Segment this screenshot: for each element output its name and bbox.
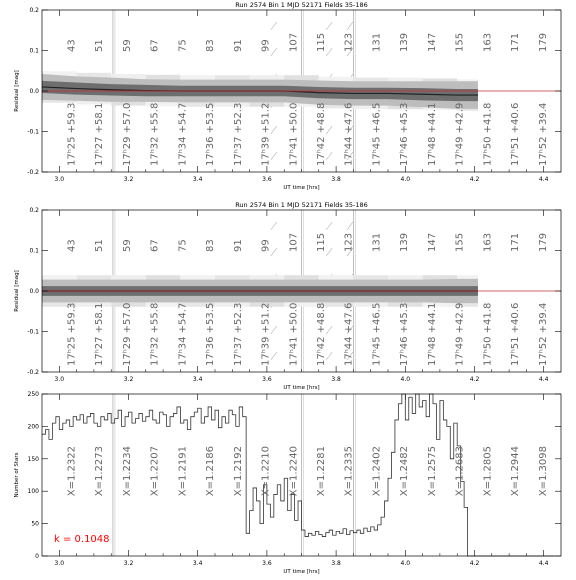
x-tick-label: 3.6 bbox=[262, 176, 272, 183]
y-tick-label: 150 bbox=[27, 455, 39, 463]
airmass-label: X=1.2944 bbox=[510, 446, 522, 497]
airmass-label: X=1.2281 bbox=[315, 446, 327, 497]
x-axis-label: UT time [hrs] bbox=[283, 569, 320, 575]
field-label: 67 bbox=[149, 39, 161, 52]
field-label: 75 bbox=[177, 239, 189, 252]
x-tick-label: 3.6 bbox=[262, 560, 272, 567]
coord-label: 17ʰ45 +46.5 bbox=[371, 302, 383, 366]
y-tick-label: 200 bbox=[27, 423, 39, 431]
x-tick-label: 3.0 bbox=[54, 376, 65, 383]
field-label: 83 bbox=[205, 239, 217, 252]
coord-label: 17ʰ39 +51.2 bbox=[260, 302, 272, 366]
chart-title: Run 2574 Bin 1 MJD 52171 Fields 35-186 bbox=[235, 201, 368, 209]
field-label: 91 bbox=[232, 39, 244, 52]
field-label: 179 bbox=[537, 232, 549, 252]
field-label: 43 bbox=[66, 39, 78, 52]
field-label: 139 bbox=[399, 32, 411, 52]
coord-label: 17ʰ42 +48.8 bbox=[315, 102, 327, 166]
coord-label: 17ʰ39 +51.2 bbox=[260, 102, 272, 166]
field-label: 171 bbox=[510, 32, 522, 52]
field-label: 139 bbox=[399, 232, 411, 252]
coord-label: 17ʰ37 +52.3 bbox=[232, 302, 244, 366]
x-tick-label: 3.2 bbox=[123, 560, 134, 567]
field-label: 147 bbox=[426, 232, 438, 252]
x-tick-label: 4.0 bbox=[400, 176, 411, 183]
airmass-label: X=1.2240 bbox=[288, 446, 300, 497]
coord-label: 17ʰ37 +52.3 bbox=[232, 102, 244, 166]
field-slash-mark bbox=[326, 22, 332, 30]
field-slash-mark bbox=[271, 22, 277, 30]
field-label: 107 bbox=[288, 232, 300, 252]
airmass-label: X=1.2805 bbox=[482, 446, 494, 497]
x-tick-label: 4.2 bbox=[469, 560, 480, 567]
y-tick-label: 250 bbox=[27, 391, 39, 398]
y-axis-label: Residual [mag] bbox=[14, 70, 20, 112]
coord-label: 17ʰ34 +54.7 bbox=[177, 302, 189, 366]
coord-label: 17ʰ36 +53.5 bbox=[205, 302, 217, 366]
y-tick-label: -0.2 bbox=[27, 169, 39, 176]
airmass-label: X=1.2192 bbox=[232, 446, 244, 497]
airmass-label: X=1.2482 bbox=[399, 446, 411, 497]
field-label: 51 bbox=[94, 239, 106, 252]
coord-label: 17ʰ50 +41.8 bbox=[482, 302, 494, 366]
x-tick-label: 4.0 bbox=[400, 560, 411, 567]
y-tick-label: -0.2 bbox=[27, 369, 39, 376]
x-tick-label: 3.8 bbox=[331, 176, 341, 183]
field-label: 83 bbox=[205, 39, 217, 52]
coord-label: 17ʰ29 +57.0 bbox=[121, 102, 133, 166]
coord-label: 17ʰ49 +42.9 bbox=[454, 102, 466, 166]
field-label: 123 bbox=[343, 232, 355, 252]
coord-label: 17ʰ32 +55.8 bbox=[149, 302, 161, 366]
field-label: 107 bbox=[288, 32, 300, 52]
y-tick-label: 0.1 bbox=[29, 247, 39, 255]
airmass-label: X=1.2335 bbox=[343, 446, 355, 497]
coord-label: 17ʰ46 +45.3 bbox=[399, 302, 411, 366]
field-label: 163 bbox=[482, 32, 494, 52]
x-tick-label: 3.2 bbox=[123, 176, 134, 183]
panel-3 bbox=[14, 391, 561, 575]
field-label: 179 bbox=[537, 32, 549, 52]
y-tick-label: -0.1 bbox=[27, 128, 39, 136]
x-tick-label: 3.4 bbox=[192, 376, 203, 383]
x-tick-label: 4.0 bbox=[400, 376, 411, 383]
coord-label: 17ʰ52 +39.4 bbox=[537, 102, 549, 166]
coord-label: 17ʰ34 +54.7 bbox=[177, 102, 189, 166]
x-tick-label: 3.0 bbox=[54, 560, 65, 567]
airmass-label: X=1.2402 bbox=[371, 446, 383, 497]
field-slash-mark bbox=[271, 352, 277, 360]
coord-label: 17ʰ25 +59.3 bbox=[66, 102, 78, 166]
y-axis-label: Residual [mag] bbox=[14, 270, 20, 312]
field-label: 67 bbox=[149, 239, 161, 252]
x-axis-label: UT time [hrs] bbox=[283, 385, 320, 391]
airmass-label: X=1.2234 bbox=[121, 446, 133, 497]
x-axis-label: UT time [hrs] bbox=[283, 185, 320, 191]
coord-label: 17ʰ48 +44.1 bbox=[426, 102, 438, 166]
coord-label: 17ʰ25 +59.3 bbox=[66, 302, 78, 366]
coord-label: 17ʰ49 +42.9 bbox=[454, 302, 466, 366]
field-slash-mark bbox=[326, 48, 332, 56]
panel-1 bbox=[14, 1, 561, 191]
field-slash-mark bbox=[271, 326, 277, 334]
field-label: 43 bbox=[66, 239, 78, 252]
field-label: 91 bbox=[232, 239, 244, 252]
field-label: 123 bbox=[343, 32, 355, 52]
field-label: 171 bbox=[510, 232, 522, 252]
field-slash-mark bbox=[271, 126, 277, 134]
y-tick-label: -0.1 bbox=[27, 328, 39, 336]
coord-label: 17ʰ42 +48.8 bbox=[315, 302, 327, 366]
airmass-label: X=1.2186 bbox=[205, 446, 217, 497]
x-tick-label: 3.4 bbox=[192, 176, 203, 183]
coord-label: 17ʰ27 +58.1 bbox=[94, 302, 106, 366]
coord-label: 17ʰ44 +47.6 bbox=[343, 302, 355, 366]
field-slash-mark bbox=[326, 152, 332, 160]
coord-label: 17ʰ44 +47.6 bbox=[343, 102, 355, 166]
airmass-label: X=1.3098 bbox=[537, 446, 549, 497]
field-label: 99 bbox=[260, 239, 272, 252]
field-label: 75 bbox=[177, 39, 189, 52]
coord-label: 17ʰ51 +40.6 bbox=[510, 102, 522, 166]
x-tick-label: 4.2 bbox=[469, 376, 480, 383]
x-tick-label: 3.4 bbox=[192, 560, 203, 567]
k-annotation: k = 0.1048 bbox=[54, 534, 110, 545]
field-slash-mark bbox=[271, 152, 277, 160]
field-label: 115 bbox=[315, 232, 327, 252]
coord-label: 17ʰ48 +44.1 bbox=[426, 302, 438, 366]
x-tick-label: 3.2 bbox=[123, 376, 134, 383]
coord-label: 17ʰ41 +50.0 bbox=[288, 102, 300, 166]
field-slash-mark bbox=[271, 222, 277, 230]
coord-label: 17ʰ41 +50.0 bbox=[288, 302, 300, 366]
coord-label: 17ʰ46 +45.3 bbox=[399, 102, 411, 166]
y-tick-label: 0.0 bbox=[29, 88, 39, 95]
y-tick-label: 0.0 bbox=[29, 288, 39, 295]
field-label: 131 bbox=[371, 32, 383, 52]
y-tick-label: 50 bbox=[31, 520, 39, 528]
airmass-label: X=1.2683 bbox=[454, 446, 466, 497]
airmass-label: X=1.2575 bbox=[426, 446, 438, 497]
y-tick-label: 0.2 bbox=[29, 207, 39, 214]
y-tick-label: 0.1 bbox=[29, 47, 39, 55]
coord-label: 17ʰ52 +39.4 bbox=[537, 302, 549, 366]
coord-label: 17ʰ29 +57.0 bbox=[121, 302, 133, 366]
field-slash-mark bbox=[326, 326, 332, 334]
coord-label: 17ʰ32 +55.8 bbox=[149, 102, 161, 166]
y-tick-label: 100 bbox=[27, 488, 39, 496]
field-label: 163 bbox=[482, 232, 494, 252]
field-label: 51 bbox=[94, 39, 106, 52]
x-tick-label: 3.8 bbox=[331, 376, 341, 383]
airmass-label: X=1.2273 bbox=[94, 446, 106, 497]
x-tick-label: 3.0 bbox=[54, 176, 65, 183]
field-slash-mark bbox=[271, 48, 277, 56]
field-slash-mark bbox=[326, 248, 332, 256]
x-tick-label: 4.4 bbox=[538, 560, 549, 567]
field-label: 99 bbox=[260, 39, 272, 52]
x-tick-label: 4.4 bbox=[538, 376, 549, 383]
y-tick-label: 0.2 bbox=[29, 7, 39, 14]
airmass-label: X=1.2210 bbox=[260, 446, 272, 497]
y-tick-label: 0 bbox=[35, 553, 39, 560]
field-slash-mark bbox=[271, 248, 277, 256]
field-slash-mark bbox=[326, 352, 332, 360]
airmass-label: X=1.2191 bbox=[177, 446, 189, 497]
field-slash-mark bbox=[347, 22, 353, 30]
field-label: 155 bbox=[454, 32, 466, 52]
coord-label: 17ʰ51 +40.6 bbox=[510, 302, 522, 366]
field-label: 147 bbox=[426, 32, 438, 52]
field-slash-mark bbox=[326, 126, 332, 134]
field-slash-mark bbox=[326, 222, 332, 230]
field-label: 131 bbox=[371, 232, 383, 252]
coord-label: 17ʰ36 +53.5 bbox=[205, 102, 217, 166]
field-label: 59 bbox=[121, 239, 133, 252]
coord-label: 17ʰ27 +58.1 bbox=[94, 102, 106, 166]
field-label: 115 bbox=[315, 32, 327, 52]
x-tick-label: 3.6 bbox=[262, 376, 272, 383]
x-tick-label: 3.8 bbox=[331, 560, 341, 567]
panel-2 bbox=[14, 201, 561, 391]
x-tick-label: 4.4 bbox=[538, 176, 549, 183]
field-slash-mark bbox=[347, 222, 353, 230]
airmass-label: X=1.2207 bbox=[149, 446, 161, 497]
chart-title: Run 2574 Bin 1 MJD 52171 Fields 35-186 bbox=[235, 1, 368, 9]
x-tick-label: 4.2 bbox=[469, 176, 480, 183]
field-label: 155 bbox=[454, 232, 466, 252]
airmass-label: X=1.2322 bbox=[66, 446, 78, 497]
field-label: 59 bbox=[121, 39, 133, 52]
coord-label: 17ʰ45 +46.5 bbox=[371, 102, 383, 166]
coord-label: 17ʰ50 +41.8 bbox=[482, 102, 494, 166]
y-axis-label: Number of Stars bbox=[14, 452, 20, 498]
